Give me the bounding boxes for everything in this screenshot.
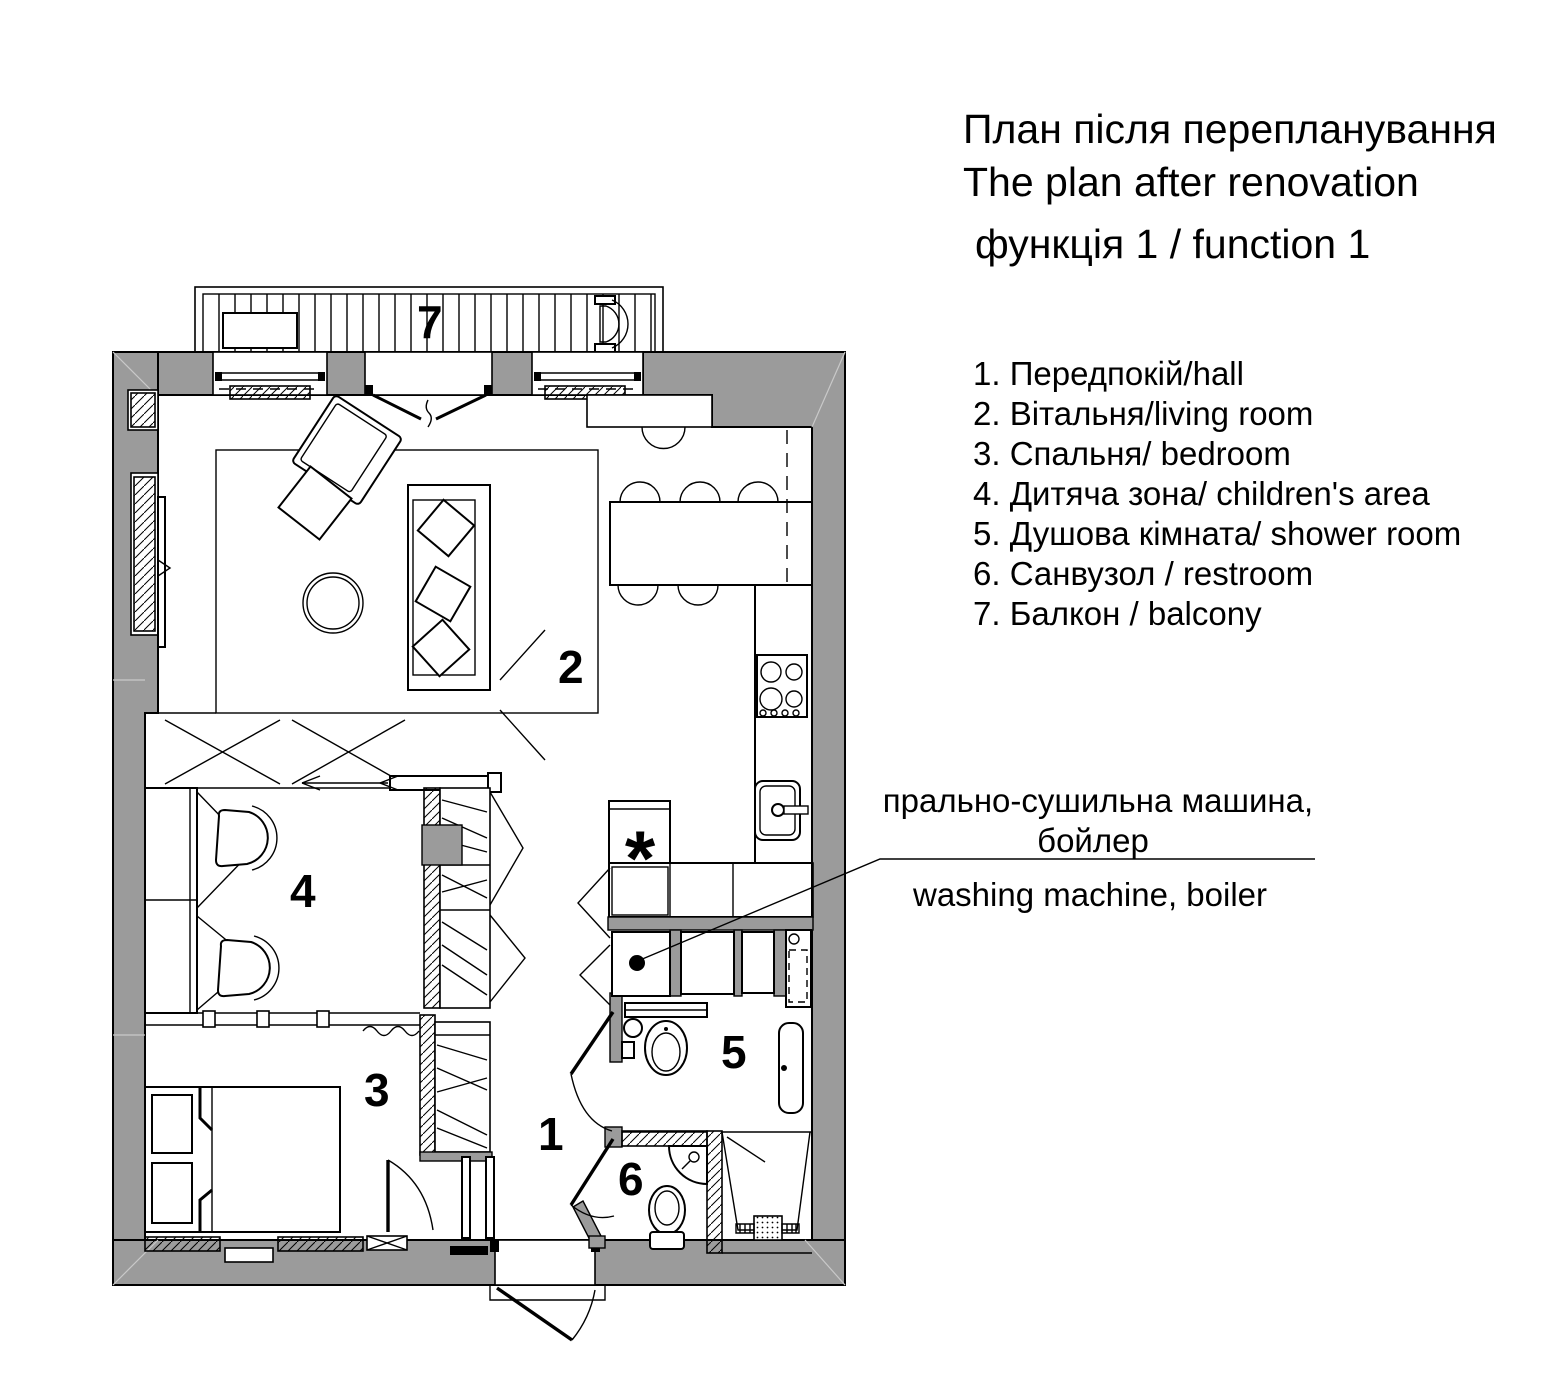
- coffee-table: [303, 573, 363, 633]
- shower-drain: [754, 1216, 782, 1240]
- children-area: [145, 788, 279, 1013]
- room-label-living: 2: [558, 641, 584, 693]
- page-subtitle: функція 1 / function 1: [975, 221, 1371, 267]
- room-divider: [145, 1011, 420, 1036]
- balcony-door: [365, 352, 492, 427]
- page-title-en: The plan after renovation: [963, 159, 1419, 205]
- dining-table: [610, 502, 812, 585]
- boiler-cabinet: [786, 930, 811, 1007]
- utility-cabinet-1: [681, 932, 734, 994]
- entrance-door: [450, 1240, 605, 1340]
- kitchen: [587, 395, 812, 917]
- bed: [145, 1087, 340, 1232]
- corner-sink-icon: [669, 1146, 707, 1184]
- bath-tray: [779, 1023, 803, 1113]
- desk-chair-1: [216, 806, 277, 870]
- living-room: [145, 395, 598, 788]
- curtain-symbol: [363, 1027, 419, 1036]
- radiator-left-top: [128, 390, 158, 430]
- legend-item-1: 1. Передпокій/hall: [973, 355, 1244, 392]
- annotation-uk-1: прально-сушильна машина,: [882, 782, 1314, 819]
- room-label-shower: 5: [721, 1026, 747, 1078]
- room-label-hall: 1: [538, 1108, 564, 1160]
- shelf: [625, 1003, 707, 1017]
- sink-icon: [755, 781, 808, 840]
- title-block: [963, 106, 1497, 267]
- radiator-bedroom-1: [145, 1237, 220, 1251]
- counter-chair: [642, 427, 685, 448]
- stove-icon: [757, 655, 807, 717]
- washing-machine-icon: [612, 932, 670, 996]
- room-label-children: 4: [290, 865, 316, 917]
- sofa: [408, 485, 490, 690]
- window-kitchen: [532, 352, 643, 399]
- utility-cabinet-2: [742, 932, 774, 993]
- shower-zone: [722, 1132, 812, 1253]
- wardrobe-upper: [422, 788, 490, 1008]
- annotation-en: washing machine, boiler: [912, 876, 1268, 913]
- legend-item-6: 6. Санвузол / restroom: [973, 555, 1314, 592]
- utility-row: [612, 930, 811, 1007]
- legend-item-4: 4. Дитяча зона/ children's area: [973, 475, 1430, 512]
- toilet-icon-6: [649, 1186, 685, 1249]
- shower-room: [571, 1003, 803, 1132]
- toilet-icon-5: [622, 1019, 687, 1075]
- legend-item-2: 2. Вітальня/living room: [973, 395, 1314, 432]
- vent-box: [367, 1236, 407, 1250]
- bedroom-door: [388, 1160, 433, 1232]
- radiator-left-mid: [131, 473, 158, 635]
- door-shower-room: [571, 1012, 613, 1131]
- room-label-restroom: 6: [618, 1153, 644, 1205]
- annotation-uk-2: бойлер: [1037, 822, 1149, 859]
- legend-item-3: 3. Спальня/ bedroom: [973, 435, 1291, 472]
- hall-panel-1: [462, 1157, 470, 1238]
- bedroom: [145, 1011, 433, 1232]
- desk-chair-2: [218, 936, 279, 1000]
- legend: [973, 355, 1461, 632]
- legend-item-5: 5. Душова кімната/ shower room: [973, 515, 1462, 552]
- storage-row: [145, 713, 405, 788]
- room-label-bedroom: 3: [364, 1064, 390, 1116]
- window-living: [213, 352, 327, 399]
- page-title-uk: План після перепланування: [963, 106, 1497, 152]
- counter-top: [587, 395, 712, 427]
- wardrobe-lower: [420, 1015, 492, 1161]
- kitchen-marker: *: [624, 814, 656, 902]
- legend-item-7: 7. Балкон / balcony: [973, 595, 1262, 632]
- balcony-table: [223, 313, 297, 348]
- wall-niche: [225, 1248, 273, 1262]
- hall-panel-2: [486, 1157, 494, 1238]
- room-label-balcony: 7: [417, 296, 443, 348]
- radiator-bedroom-2: [278, 1237, 363, 1251]
